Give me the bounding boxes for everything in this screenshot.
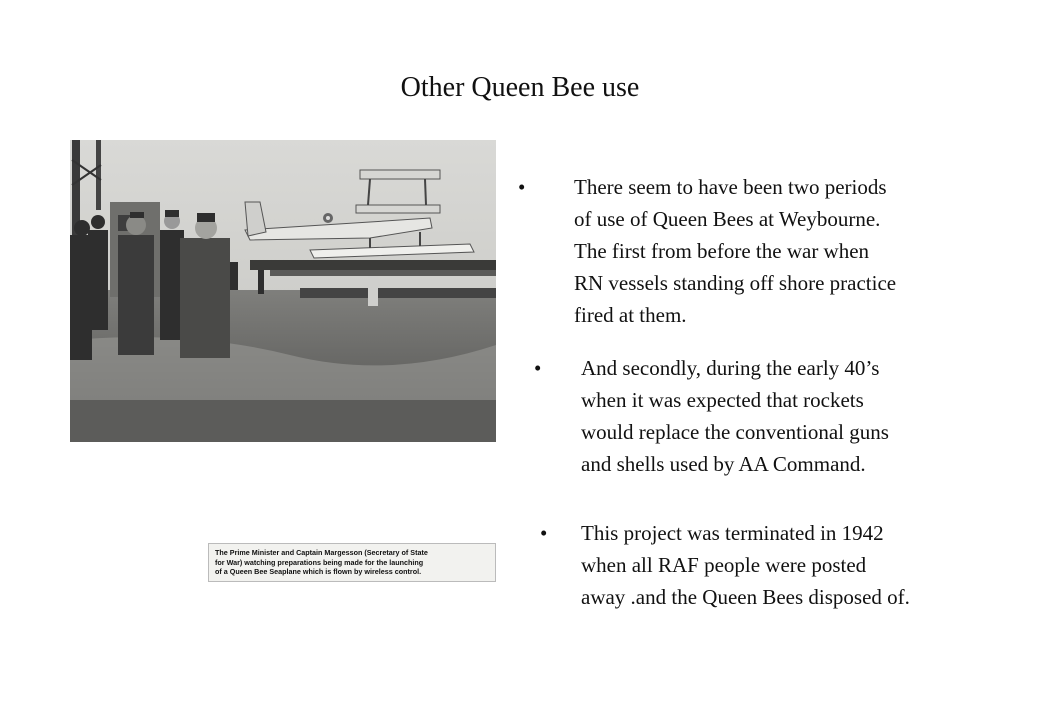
bullet-line: RN vessels standing off shore practice: [574, 271, 897, 295]
bullet-line: when it was expected that rockets: [581, 388, 864, 412]
bullet-line: There seem to have been two periods: [574, 175, 887, 199]
bullet-line: when all RAF people were posted: [581, 553, 867, 577]
bullet-line: away .and the Queen Bees disposed of.: [581, 585, 910, 609]
photo-caption-card: [208, 543, 496, 582]
bullet-line: fired at them.: [574, 303, 687, 327]
bullet-line: and shells used by AA Command.: [581, 452, 866, 476]
photo-caption-line: for War) watching preparations being made for the launching: [215, 557, 424, 567]
seaplane-launch-photo-image: [70, 140, 496, 442]
bullet-line: This project was terminated in 1942: [581, 521, 884, 545]
bullet-text: [581, 517, 910, 613]
bullet-text: [574, 171, 896, 331]
bullet-line: And secondly, during the early 40’s: [581, 356, 880, 380]
slide-title: Other Queen Bee use: [400, 72, 640, 103]
bullet-line: The first from before the war when: [574, 239, 870, 263]
bullet-dot-icon: •: [534, 356, 542, 380]
bullet-line: would replace the conventional guns: [581, 420, 889, 444]
bullet-text: [581, 352, 889, 480]
bullet-dot-icon: •: [540, 521, 548, 545]
photo-caption-line: of a Queen Bee Seaplane which is flown by wireless control.: [215, 567, 422, 576]
historical-photo: [70, 140, 496, 576]
photo-caption-line: The Prime Minister and Captain Margesson (Secretary of State: [215, 548, 428, 557]
bullet-dot-icon: •: [518, 175, 526, 199]
bullet-line: of use of Queen Bees at Weybourne.: [574, 207, 881, 231]
